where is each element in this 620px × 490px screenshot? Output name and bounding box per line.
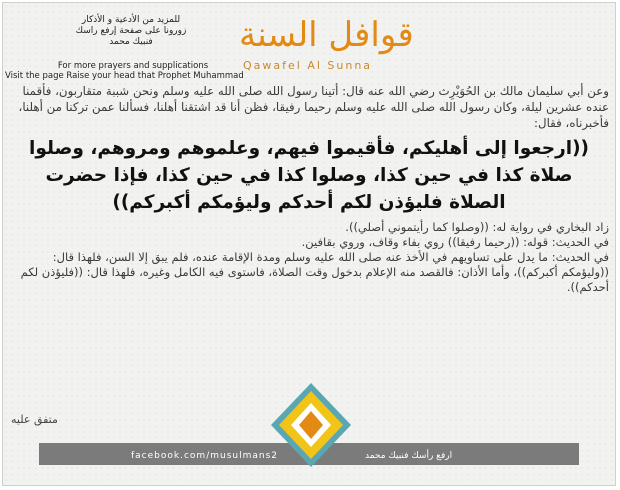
diamond-emblem-icon	[269, 381, 353, 471]
header-english-blurb: For more prayers and supplications	[57, 61, 209, 71]
hadith-note-2: في الحديث: ما يدل على تساويهم في الأخذ عنه صلى الله عليه وسلم ومدة الإقامة عنده، فلم يبق إلا السن، فلهذا قال: ((وليؤمكم أكبركم))، وأما الأذان: فالقصد منه الإعلام بدخول وقت الصلاة، فاستوى فيه الكامل وغيره، فلهذا قال: ((فليؤذن لكم أحدكم)).	[20, 250, 609, 294]
header	[3, 3, 615, 81]
hadith-addition: زاد البخاري في رواية له: ((وصلوا كما رأيتموني أصلي)).	[345, 220, 609, 234]
header-arabic-blurb	[71, 15, 191, 48]
agreed-upon-label: متفق عليه	[11, 413, 58, 426]
hadith-intro: وعن أبي سليمان مالك بن الحُوَيْرِث رضي الله عنه قال: أتينا رسول الله صلى الله عليه وسلم ونحن شببة متقاربون، فأقمنا عنده عشرين ليلة، وكان رسول الله صلى الله عليه وسلم رحيما رفيقا، فظن أنا قد اشتقنا أهلنا، فسألنا عمن تركنا من أهلنا، فأخبرناه، فقال:	[18, 84, 609, 130]
post-card	[2, 2, 616, 486]
hadith-body	[9, 83, 609, 295]
hadith-note-1: في الحديث: قوله: ((رحيما رفيقا)) روي بفاء وقاف، وروي بقافين.	[301, 235, 609, 249]
site-logo-subtitle: Qawafel Al Sunna	[243, 59, 373, 72]
hadith-quote: ((ارجعوا إلى أهليكم، فأقيموا فيهم، وعلموهم ومروهم، وصلوا صلاة كذا في حين كذا، وصلوا كذا في حين كذا، فإذا حضرت الصلاة فليؤذن لكم أحدكم وليؤمكم أكبركم))	[29, 138, 589, 213]
facebook-link[interactable]: facebook.com/musulmans2	[131, 451, 278, 461]
header-arabic-line-2: زورونا على صفحة إرفع راسك فنبيك محمد	[75, 26, 187, 47]
header-arabic-line-1: للمزيد من الأدعية و الأذكار	[81, 15, 181, 25]
header-english-blurb-2: Visit the page Raise your head that Prophet Muhammad	[5, 71, 244, 81]
site-logo-title: قوافل السنة	[239, 15, 414, 55]
page-name-label: ارفع رأسك فنبيك محمد	[365, 451, 453, 461]
